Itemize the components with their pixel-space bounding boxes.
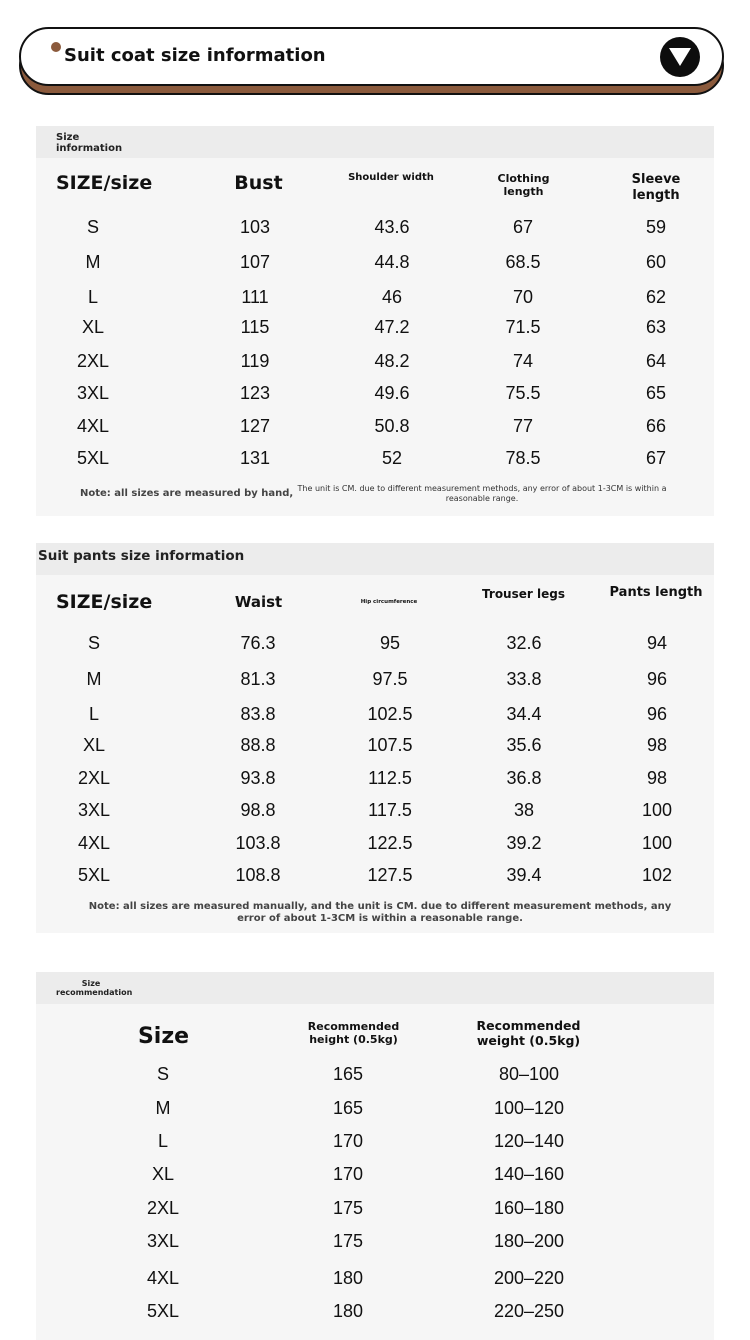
measurement-cell: 80–100 — [498, 1064, 560, 1084]
measurement-cell: 100–120 — [493, 1098, 565, 1118]
measurement-cell: 175 — [332, 1231, 364, 1251]
measurement-cell: 60 — [645, 252, 667, 272]
size-label: S — [86, 217, 100, 237]
measurement-cell: 59 — [645, 217, 667, 237]
measurement-cell: 93.8 — [240, 768, 276, 788]
measurement-cell: 39.2 — [506, 833, 542, 853]
measurement-cell: 65 — [645, 383, 667, 403]
column-header: SIZE/size — [56, 591, 153, 613]
measurement-cell: 131 — [239, 448, 271, 468]
size-label: XL — [151, 1164, 175, 1184]
column-header: Bust — [234, 172, 283, 194]
size-label: 3XL — [76, 383, 110, 403]
size-label: 3XL — [146, 1231, 180, 1251]
size-label: 3XL — [77, 800, 111, 820]
measurement-cell: 103.8 — [235, 833, 281, 853]
measurement-cell: 74 — [512, 351, 534, 371]
measurement-cell: 102.5 — [367, 704, 413, 724]
triangle-down-icon — [668, 47, 692, 67]
measurement-cell: 47.2 — [374, 317, 410, 337]
measurement-cell: 100 — [641, 800, 673, 820]
measurement-cell: 77 — [512, 416, 534, 436]
measurement-cell: 66 — [645, 416, 667, 436]
column-header: Shoulder width — [348, 172, 434, 183]
measurement-cell: 119 — [240, 351, 270, 371]
coat-panel-header — [36, 126, 714, 158]
coat-note-left: Note: all sizes are measured by hand, — [80, 488, 294, 499]
coat-tag: Size information — [56, 132, 123, 154]
size-label: 5XL — [76, 448, 110, 468]
measurement-cell: 96 — [646, 669, 668, 689]
size-label: 5XL — [146, 1301, 180, 1321]
size-label: 2XL — [77, 768, 111, 788]
measurement-cell: 170 — [332, 1164, 364, 1184]
measurement-cell: 43.6 — [374, 217, 410, 237]
measurement-cell: 34.4 — [506, 704, 542, 724]
pants-panel-header — [36, 543, 714, 575]
column-header: Size — [137, 1024, 190, 1049]
section-banner — [19, 27, 724, 86]
recommend-tag: Size recommendation — [56, 979, 133, 997]
measurement-cell: 70 — [512, 287, 534, 307]
measurement-cell: 127.5 — [367, 865, 413, 885]
measurement-cell: 220–250 — [493, 1301, 565, 1321]
measurement-cell: 127 — [239, 416, 271, 436]
measurement-cell: 81.3 — [240, 669, 276, 689]
size-label: XL — [81, 317, 105, 337]
measurement-cell: 76.3 — [240, 633, 276, 653]
measurement-cell: 88.8 — [240, 735, 276, 755]
size-label: L — [88, 704, 100, 724]
size-label: XL — [82, 735, 106, 755]
measurement-cell: 112.5 — [368, 768, 412, 788]
measurement-cell: 170 — [332, 1131, 364, 1151]
measurement-cell: 95 — [379, 633, 401, 653]
measurement-cell: 120–140 — [493, 1131, 565, 1151]
measurement-cell: 36.8 — [506, 768, 542, 788]
coat-note-right: The unit is CM. due to different measurement methods, any error of about 1-3CM is within a reasonable range. — [297, 484, 667, 503]
measurement-cell: 39.4 — [506, 865, 542, 885]
size-label: 4XL — [76, 416, 110, 436]
size-label: 2XL — [76, 351, 110, 371]
size-label: L — [157, 1131, 169, 1151]
pants-size-panel — [36, 543, 714, 933]
measurement-cell: 83.8 — [240, 704, 276, 724]
measurement-cell: 98 — [646, 735, 668, 755]
measurement-cell: 175 — [332, 1198, 364, 1218]
measurement-cell: 180–200 — [493, 1231, 565, 1251]
measurement-cell: 111 — [241, 287, 269, 307]
size-label: S — [156, 1064, 170, 1084]
size-label: 4XL — [77, 833, 111, 853]
measurement-cell: 49.6 — [374, 383, 410, 403]
measurement-cell: 165 — [332, 1098, 364, 1118]
measurement-cell: 165 — [332, 1064, 364, 1084]
column-header: Trouser legs — [482, 587, 565, 601]
measurement-cell: 32.6 — [506, 633, 542, 653]
measurement-cell: 71.5 — [505, 317, 541, 337]
measurement-cell: 100 — [641, 833, 673, 853]
column-header: Pants length — [609, 585, 703, 600]
measurement-cell: 98.8 — [240, 800, 276, 820]
measurement-cell: 108.8 — [235, 865, 281, 885]
size-label: M — [86, 669, 102, 689]
measurement-cell: 96 — [646, 704, 668, 724]
measurement-cell: 63 — [645, 317, 667, 337]
measurement-cell: 48.2 — [374, 351, 410, 371]
measurement-cell: 35.6 — [506, 735, 542, 755]
recommend-panel-header — [36, 972, 714, 1004]
measurement-cell: 46 — [381, 287, 403, 307]
measurement-cell: 38 — [513, 800, 535, 820]
column-header: Hip circumference — [360, 599, 418, 605]
pants-note: Note: all sizes are measured manually, and the unit is CM. due to different measurement methods, any error of about 1-3CM is within a reasonable range. — [88, 901, 672, 924]
measurement-cell: 52 — [381, 448, 403, 468]
column-header: Recommended weight (0.5kg) — [476, 1018, 581, 1048]
measurement-cell: 115 — [240, 317, 270, 337]
column-header: Clothing length — [497, 172, 550, 199]
measurement-cell: 67 — [645, 448, 667, 468]
measurement-cell: 180 — [332, 1268, 364, 1288]
size-label: S — [87, 633, 101, 653]
bullet-dot — [51, 42, 61, 52]
measurement-cell: 50.8 — [374, 416, 410, 436]
measurement-cell: 103 — [239, 217, 271, 237]
measurement-cell: 67 — [512, 217, 534, 237]
measurement-cell: 97.5 — [372, 669, 408, 689]
pants-tag: Suit pants size information — [38, 548, 245, 564]
size-label: 5XL — [77, 865, 111, 885]
measurement-cell: 78.5 — [505, 448, 541, 468]
column-header: Sleeve length — [631, 172, 681, 203]
measurement-cell: 117.5 — [368, 800, 412, 820]
measurement-cell: 102 — [641, 865, 673, 885]
size-recommendation-panel — [36, 972, 714, 1340]
size-label: 4XL — [146, 1268, 180, 1288]
column-header: Waist — [234, 593, 283, 611]
size-label: M — [85, 252, 101, 272]
banner-title: Suit coat size information — [64, 45, 326, 66]
measurement-cell: 98 — [646, 768, 668, 788]
measurement-cell: 107 — [239, 252, 271, 272]
column-header: Recommended height (0.5kg) — [307, 1020, 400, 1047]
measurement-cell: 75.5 — [505, 383, 541, 403]
measurement-cell: 200–220 — [493, 1268, 565, 1288]
measurement-cell: 64 — [645, 351, 667, 371]
measurement-cell: 33.8 — [506, 669, 542, 689]
expand-button[interactable] — [660, 37, 700, 77]
coat-size-panel — [36, 126, 714, 516]
measurement-cell: 180 — [332, 1301, 364, 1321]
measurement-cell: 44.8 — [374, 252, 410, 272]
column-header: SIZE/size — [56, 172, 153, 194]
measurement-cell: 107.5 — [367, 735, 413, 755]
measurement-cell: 68.5 — [505, 252, 541, 272]
size-label: 2XL — [146, 1198, 180, 1218]
measurement-cell: 140–160 — [493, 1164, 565, 1184]
size-label: L — [87, 287, 99, 307]
measurement-cell: 123 — [239, 383, 271, 403]
size-label: M — [155, 1098, 171, 1118]
measurement-cell: 62 — [645, 287, 667, 307]
measurement-cell: 94 — [646, 633, 668, 653]
measurement-cell: 160–180 — [493, 1198, 565, 1218]
measurement-cell: 122.5 — [367, 833, 413, 853]
